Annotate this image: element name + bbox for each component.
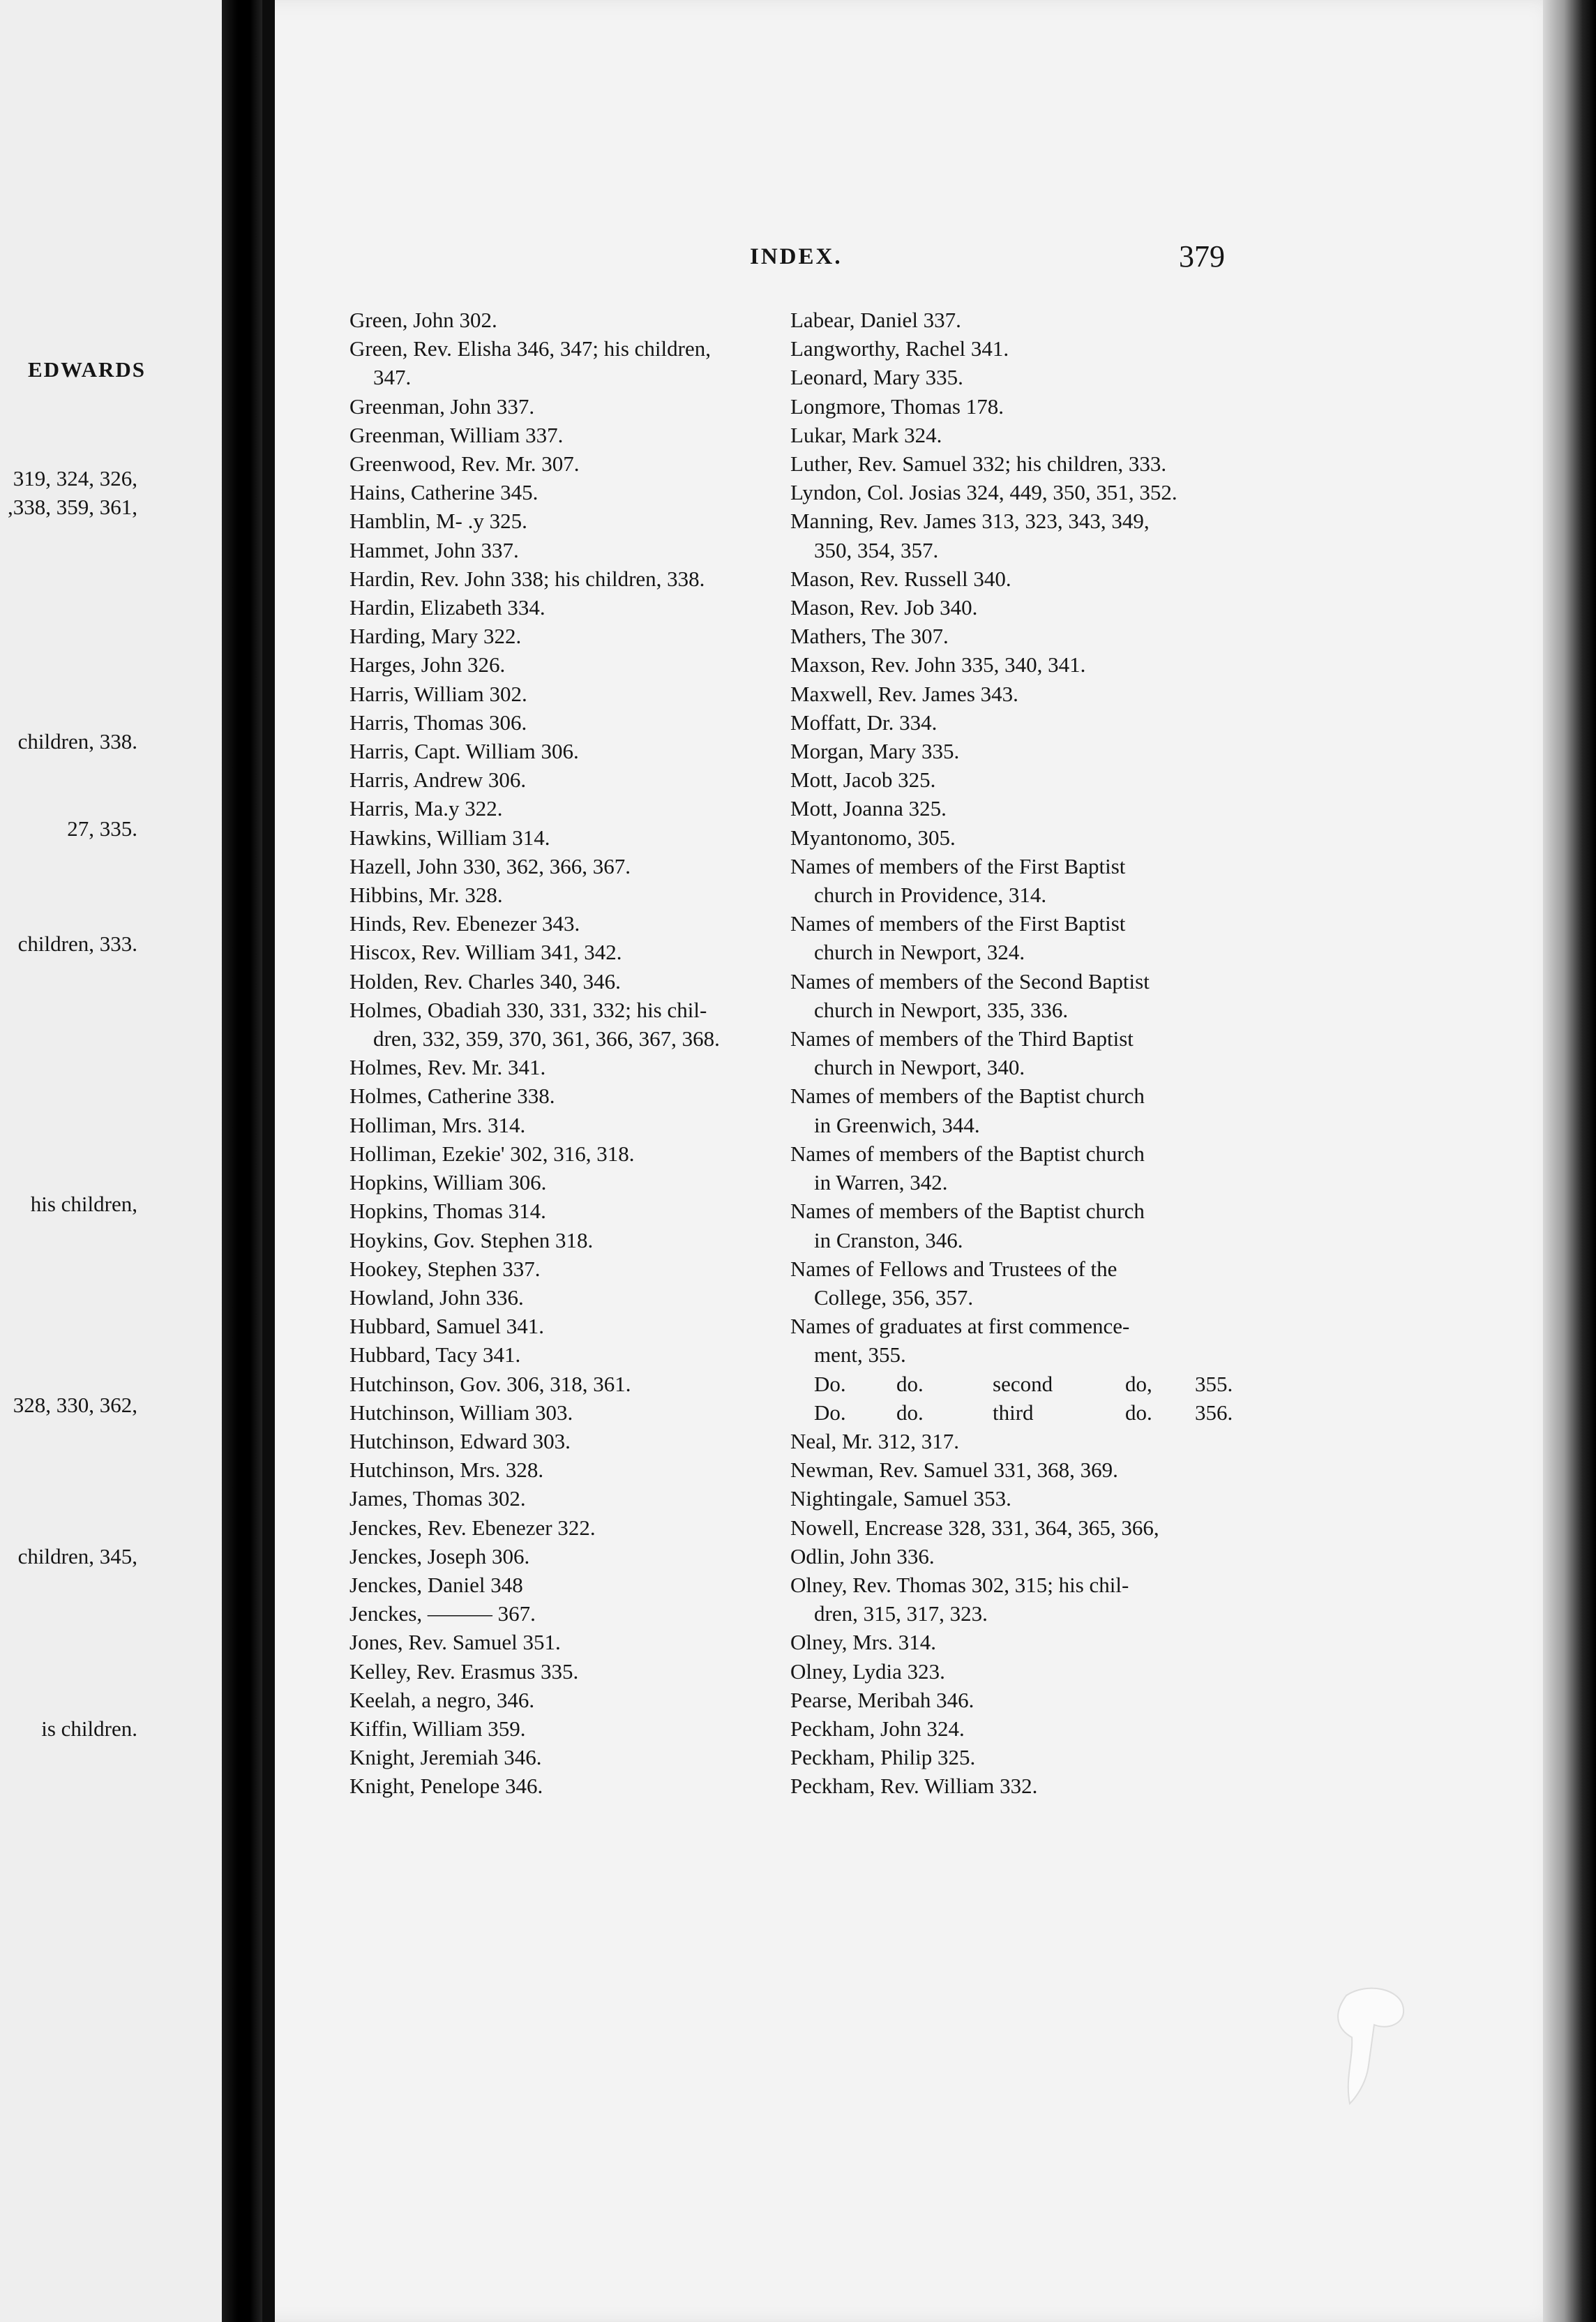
index-entry-text: Green, John 302. bbox=[349, 308, 497, 332]
index-entry bbox=[790, 1714, 1237, 1743]
index-entry bbox=[790, 1657, 1237, 1686]
index-entry-continuation: College, 356, 357. bbox=[814, 1284, 974, 1310]
index-entry bbox=[349, 852, 785, 881]
index-entry-text: Harris, Capt. William 306. bbox=[349, 739, 579, 764]
index-entry-text: Holliman, Mrs. 314. bbox=[349, 1112, 526, 1137]
previous-page-fragment: 319, 324, 326, bbox=[13, 466, 137, 490]
index-entry bbox=[349, 622, 785, 650]
index-entry-text: Hubbard, Samuel 341. bbox=[349, 1314, 544, 1339]
index-entry-text: Names of members of the Baptist church bbox=[790, 1084, 1145, 1109]
index-entry-text: Hardin, Rev. John 338; his children, 338. bbox=[349, 566, 705, 591]
index-entry bbox=[349, 1081, 785, 1110]
index-entry bbox=[349, 650, 785, 679]
index-entry-text: Myantonomo, 305. bbox=[790, 825, 956, 850]
previous-page-fragment: his children, bbox=[30, 1192, 137, 1216]
index-entry bbox=[790, 392, 1237, 421]
index-entry-continuation: ment, 355. bbox=[814, 1342, 906, 1368]
index-entry-text: Newman, Rev. Samuel 331, 368, 369. bbox=[790, 1458, 1118, 1483]
index-entry-text: Olney, Mrs. 314. bbox=[790, 1630, 936, 1655]
previous-page-fragment: is children. bbox=[41, 1716, 137, 1741]
index-entry bbox=[349, 1628, 785, 1656]
index-entry-text: Greenman, William 337. bbox=[349, 422, 564, 447]
index-entry-text: Hutchinson, Gov. 306, 318, 361. bbox=[349, 1371, 631, 1396]
index-entry bbox=[790, 765, 1237, 794]
index-entry-continuation: in Warren, 342. bbox=[814, 1170, 948, 1195]
index-entry-text: Names of members of the First Baptist bbox=[790, 911, 1126, 936]
index-entry bbox=[349, 306, 785, 334]
index-entry-text: Greenman, John 337. bbox=[349, 394, 535, 419]
ditto-cell: 355. bbox=[1195, 1371, 1233, 1396]
index-entry bbox=[349, 1168, 785, 1197]
index-entry bbox=[349, 564, 785, 593]
index-entry-text: Nightingale, Samuel 353. bbox=[790, 1486, 1011, 1511]
index-entry-text: Howland, John 336. bbox=[349, 1284, 524, 1310]
index-entry bbox=[790, 306, 1237, 334]
index-entry bbox=[790, 1571, 1237, 1628]
index-entry-text: Jenckes, Joseph 306. bbox=[349, 1543, 530, 1568]
index-entry-text: Jenckes, ——— 367. bbox=[349, 1601, 536, 1626]
index-entry-text: Peckham, Rev. William 332. bbox=[790, 1774, 1038, 1799]
index-entry-continuation: in Greenwich, 344. bbox=[814, 1112, 980, 1137]
ditto-cell: do, bbox=[1125, 1371, 1152, 1396]
index-entry-text: Leonard, Mary 335. bbox=[790, 365, 963, 390]
previous-page-fragment: 328, 330, 362, bbox=[13, 1393, 137, 1417]
index-entry bbox=[790, 1455, 1237, 1484]
index-entry-text: Lukar, Mark 324. bbox=[790, 422, 942, 447]
index-entry bbox=[349, 680, 785, 708]
index-entry-text: Lyndon, Col. Josias 324, 449, 350, 351, 352. bbox=[790, 480, 1177, 505]
index-entry-text: Holmes, Rev. Mr. 341. bbox=[349, 1055, 546, 1080]
index-entry bbox=[790, 1081, 1237, 1139]
index-entry bbox=[349, 967, 785, 996]
index-entry-text: Hinds, Rev. Ebenezer 343. bbox=[349, 911, 580, 936]
index-entry bbox=[349, 507, 785, 535]
index-entry-text: Langworthy, Rachel 341. bbox=[790, 336, 1009, 361]
index-entry bbox=[790, 478, 1237, 507]
index-entry-continuation: church in Newport, 324. bbox=[814, 940, 1025, 965]
index-entry bbox=[790, 967, 1237, 1024]
index-entry-text: Names of members of the Baptist church bbox=[790, 1199, 1145, 1224]
index-entry-text: Names of members of the Second Baptist bbox=[790, 968, 1150, 994]
index-entry-continuation: church in Newport, 335, 336. bbox=[814, 997, 1069, 1022]
index-entry-text: Harding, Mary 322. bbox=[349, 624, 522, 649]
index-entry-text: Moffatt, Dr. 334. bbox=[790, 710, 938, 735]
index-entry bbox=[349, 1772, 785, 1800]
previous-page-fragment: 27, 335. bbox=[67, 816, 137, 841]
index-entry-text: Mason, Rev. Russell 340. bbox=[790, 566, 1011, 591]
index-entry-text: Pearse, Meribah 346. bbox=[790, 1687, 974, 1712]
index-entry-continuation: 350, 354, 357. bbox=[814, 537, 939, 562]
index-entry-text: Jones, Rev. Samuel 351. bbox=[349, 1630, 561, 1655]
index-entry bbox=[790, 909, 1237, 966]
index-entry-text: Names of members of the First Baptist bbox=[790, 853, 1126, 878]
index-entry bbox=[790, 1139, 1237, 1197]
index-entry-continuation: 347. bbox=[373, 365, 412, 390]
index-column-left bbox=[349, 306, 785, 1801]
index-entry-text: Harris, Ma.y 322. bbox=[349, 796, 503, 821]
index-entry-text: Hoykins, Gov. Stephen 318. bbox=[349, 1227, 594, 1252]
index-entry-text: Mathers, The 307. bbox=[790, 624, 949, 649]
ditto-cell: do. bbox=[896, 1371, 924, 1396]
previous-page-fragment: children, 345, bbox=[17, 1544, 137, 1568]
index-entry bbox=[790, 363, 1237, 391]
index-entry bbox=[349, 1743, 785, 1772]
index-entry-text: Greenwood, Rev. Mr. 307. bbox=[349, 451, 580, 477]
index-entry bbox=[349, 1312, 785, 1340]
previous-page-running-head: EDWARDS bbox=[27, 357, 146, 382]
index-entry bbox=[349, 737, 785, 765]
index-entry bbox=[790, 622, 1237, 650]
index-entry-text: Olney, Lydia 323. bbox=[790, 1658, 945, 1684]
index-entry-text: Peckham, Philip 325. bbox=[790, 1745, 976, 1770]
index-entry bbox=[790, 449, 1237, 478]
index-entry-text: Longmore, Thomas 178. bbox=[790, 394, 1004, 419]
index-entry bbox=[790, 593, 1237, 622]
index-entry bbox=[349, 392, 785, 421]
index-entry bbox=[349, 1686, 785, 1714]
index-entry-text: Hiscox, Rev. William 341, 342. bbox=[349, 940, 622, 965]
index-entry bbox=[790, 1772, 1237, 1800]
index-entry bbox=[790, 794, 1237, 823]
index-entry bbox=[790, 1542, 1237, 1571]
index-entry bbox=[790, 1484, 1237, 1513]
index-entry-text: Names of members of the Baptist church bbox=[790, 1141, 1145, 1166]
ditto-cell: third bbox=[993, 1400, 1034, 1425]
index-entry bbox=[349, 996, 785, 1053]
index-entry bbox=[349, 536, 785, 564]
ditto-row bbox=[790, 1370, 1237, 1398]
index-entry bbox=[349, 1542, 785, 1571]
index-entry-text: Maxwell, Rev. James 343. bbox=[790, 681, 1018, 706]
ditto-cell: do. bbox=[896, 1400, 924, 1425]
index-entry-text: Holden, Rev. Charles 340, 346. bbox=[349, 968, 621, 994]
ditto-cell: do. bbox=[1125, 1400, 1152, 1425]
index-entry-text: Luther, Rev. Samuel 332; his children, 333. bbox=[790, 451, 1167, 477]
index-entry-text: Jenckes, Rev. Ebenezer 322. bbox=[349, 1515, 596, 1540]
index-entry-text: Keelah, a negro, 346. bbox=[349, 1687, 535, 1712]
index-entry-text: Maxson, Rev. John 335, 340, 341. bbox=[790, 652, 1086, 677]
index-entry bbox=[349, 1513, 785, 1542]
index-entry-text: Names of Fellows and Trustees of the bbox=[790, 1256, 1117, 1281]
index-entry-text: Names of members of the Third Baptist bbox=[790, 1026, 1134, 1051]
index-entry bbox=[349, 794, 785, 823]
index-entry bbox=[790, 1024, 1237, 1081]
index-entry bbox=[790, 1513, 1237, 1542]
index-entry-text: Neal, Mr. 312, 317. bbox=[790, 1428, 959, 1453]
running-head: INDEX. bbox=[750, 244, 843, 269]
index-entry bbox=[349, 334, 785, 391]
index-entry bbox=[790, 708, 1237, 737]
index-entry bbox=[349, 1657, 785, 1686]
index-entry bbox=[349, 1053, 785, 1081]
index-entry bbox=[349, 1484, 785, 1513]
index-entry-text: Harris, Thomas 306. bbox=[349, 710, 527, 735]
index-entry-text: Jenckes, Daniel 348 bbox=[349, 1572, 523, 1597]
index-entry bbox=[349, 1254, 785, 1283]
index-entry bbox=[349, 1283, 785, 1312]
ditto-cell: second bbox=[993, 1371, 1053, 1396]
index-entry-text: Green, Rev. Elisha 346, 347; his children, bbox=[349, 336, 711, 361]
index-entry-text: Mott, Jacob 325. bbox=[790, 767, 936, 793]
index-entry-text: Olney, Rev. Thomas 302, 315; his chil- bbox=[790, 1572, 1129, 1597]
index-entry bbox=[349, 1370, 785, 1398]
index-entry-text: Holliman, Ezekie' 302, 316, 318. bbox=[349, 1141, 635, 1166]
index-entry-text: Holmes, Obadiah 330, 331, 332; his chil- bbox=[349, 997, 707, 1022]
index-entry-text: Hardin, Elizabeth 334. bbox=[349, 595, 545, 620]
page-edge bbox=[1543, 0, 1596, 2322]
index-entry-text: Mason, Rev. Job 340. bbox=[790, 595, 978, 620]
index-entry bbox=[790, 507, 1237, 564]
index-entry bbox=[790, 1743, 1237, 1772]
index-entry bbox=[790, 852, 1237, 909]
index-entry-text: Hamblin, M- .y 325. bbox=[349, 509, 527, 534]
index-entry bbox=[349, 909, 785, 938]
index-entry-text: Hammet, John 337. bbox=[349, 537, 519, 562]
index-entry bbox=[349, 1714, 785, 1743]
book-gutter bbox=[222, 0, 262, 2322]
index-entry-continuation: dren, 332, 359, 370, 361, 366, 367, 368. bbox=[373, 1026, 720, 1051]
index-entry bbox=[349, 1455, 785, 1484]
index-entry-text: Nowell, Encrease 328, 331, 364, 365, 366, bbox=[790, 1515, 1159, 1540]
index-entry-text: Harges, John 326. bbox=[349, 652, 506, 677]
index-entry bbox=[790, 823, 1237, 852]
index-entry-text: Odlin, John 336. bbox=[790, 1543, 935, 1568]
index-entry bbox=[349, 421, 785, 449]
index-entry-text: Holmes, Catherine 338. bbox=[349, 1084, 555, 1109]
index-entry-text: Peckham, John 324. bbox=[790, 1716, 965, 1741]
index-entry bbox=[790, 650, 1237, 679]
index-entry bbox=[790, 737, 1237, 765]
index-entry bbox=[349, 1398, 785, 1427]
index-entry-text: Harris, Andrew 306. bbox=[349, 767, 527, 793]
previous-page-fragment: ,338, 359, 361, bbox=[8, 495, 137, 519]
index-entry bbox=[349, 765, 785, 794]
index-entry bbox=[349, 1111, 785, 1139]
index-entry bbox=[349, 593, 785, 622]
index-entry-continuation: church in Newport, 340. bbox=[814, 1055, 1025, 1080]
ditto-cell: Do. bbox=[814, 1400, 846, 1425]
index-entry bbox=[790, 1312, 1237, 1369]
index-entry bbox=[790, 1686, 1237, 1714]
index-entry bbox=[349, 1340, 785, 1369]
index-entry-text: Hutchinson, William 303. bbox=[349, 1400, 573, 1425]
index-entry bbox=[349, 478, 785, 507]
index-entry-text: James, Thomas 302. bbox=[349, 1486, 526, 1511]
index-entry bbox=[349, 938, 785, 966]
index-entry-text: Hutchinson, Mrs. 328. bbox=[349, 1458, 544, 1483]
index-entry bbox=[349, 1197, 785, 1225]
index-entry-text: Knight, Jeremiah 346. bbox=[349, 1745, 542, 1770]
previous-page-fragment: children, 338. bbox=[17, 729, 137, 754]
index-entry-text: Hopkins, Thomas 314. bbox=[349, 1199, 546, 1224]
ditto-cell: Do. bbox=[814, 1371, 846, 1396]
index-entry-continuation: church in Providence, 314. bbox=[814, 883, 1047, 908]
page-number: 379 bbox=[1179, 239, 1225, 274]
index-entry-text: Hopkins, William 306. bbox=[349, 1170, 547, 1195]
ditto-row bbox=[790, 1398, 1237, 1427]
previous-page-fragment: children, 333. bbox=[17, 931, 137, 956]
index-entry bbox=[790, 1427, 1237, 1455]
index-column-right bbox=[790, 306, 1237, 1801]
index-entry bbox=[349, 1139, 785, 1168]
index-entry-text: Manning, Rev. James 313, 323, 343, 349, bbox=[790, 509, 1150, 534]
index-entry-text: Hibbins, Mr. 328. bbox=[349, 883, 503, 908]
index-entry-text: Kiffin, William 359. bbox=[349, 1716, 526, 1741]
index-entry-text: Hawkins, William 314. bbox=[349, 825, 550, 850]
index-entry bbox=[790, 1254, 1237, 1312]
index-entry bbox=[349, 449, 785, 478]
index-entry bbox=[790, 1197, 1237, 1254]
index-entry-text: Kelley, Rev. Erasmus 335. bbox=[349, 1658, 579, 1684]
index-entry bbox=[349, 708, 785, 737]
index-entry-text: Hutchinson, Edward 303. bbox=[349, 1428, 571, 1453]
index-entry bbox=[790, 334, 1237, 363]
index-entry-text: Names of graduates at first commence- bbox=[790, 1314, 1130, 1339]
index-entry-text: Hookey, Stephen 337. bbox=[349, 1256, 541, 1281]
index-entry bbox=[349, 1571, 785, 1599]
index-entry bbox=[790, 564, 1237, 593]
index-entry-continuation: in Cranston, 346. bbox=[814, 1227, 963, 1252]
index-entry-text: Morgan, Mary 335. bbox=[790, 739, 960, 764]
index-entry bbox=[349, 823, 785, 852]
ditto-cell: 356. bbox=[1195, 1400, 1233, 1425]
index-entry-text: Labear, Daniel 337. bbox=[790, 308, 961, 332]
index-entry bbox=[349, 1226, 785, 1254]
index-entry-text: Hazell, John 330, 362, 366, 367. bbox=[349, 853, 631, 878]
index-entry-text: Harris, William 302. bbox=[349, 681, 527, 706]
index-entry-text: Mott, Joanna 325. bbox=[790, 796, 947, 821]
index-entry bbox=[349, 881, 785, 909]
index-entry bbox=[349, 1599, 785, 1628]
index-entry-text: Hubbard, Tacy 341. bbox=[349, 1342, 521, 1368]
index-entry bbox=[790, 421, 1237, 449]
ink-blot bbox=[1325, 1982, 1409, 2107]
index-entry-text: Knight, Penelope 346. bbox=[349, 1774, 543, 1799]
previous-page bbox=[0, 0, 241, 2322]
index-entry-continuation: dren, 315, 317, 323. bbox=[814, 1601, 988, 1626]
index-entry bbox=[790, 680, 1237, 708]
index-entry-text: Hains, Catherine 345. bbox=[349, 480, 539, 505]
index-entry bbox=[790, 1628, 1237, 1656]
index-entry bbox=[349, 1427, 785, 1455]
